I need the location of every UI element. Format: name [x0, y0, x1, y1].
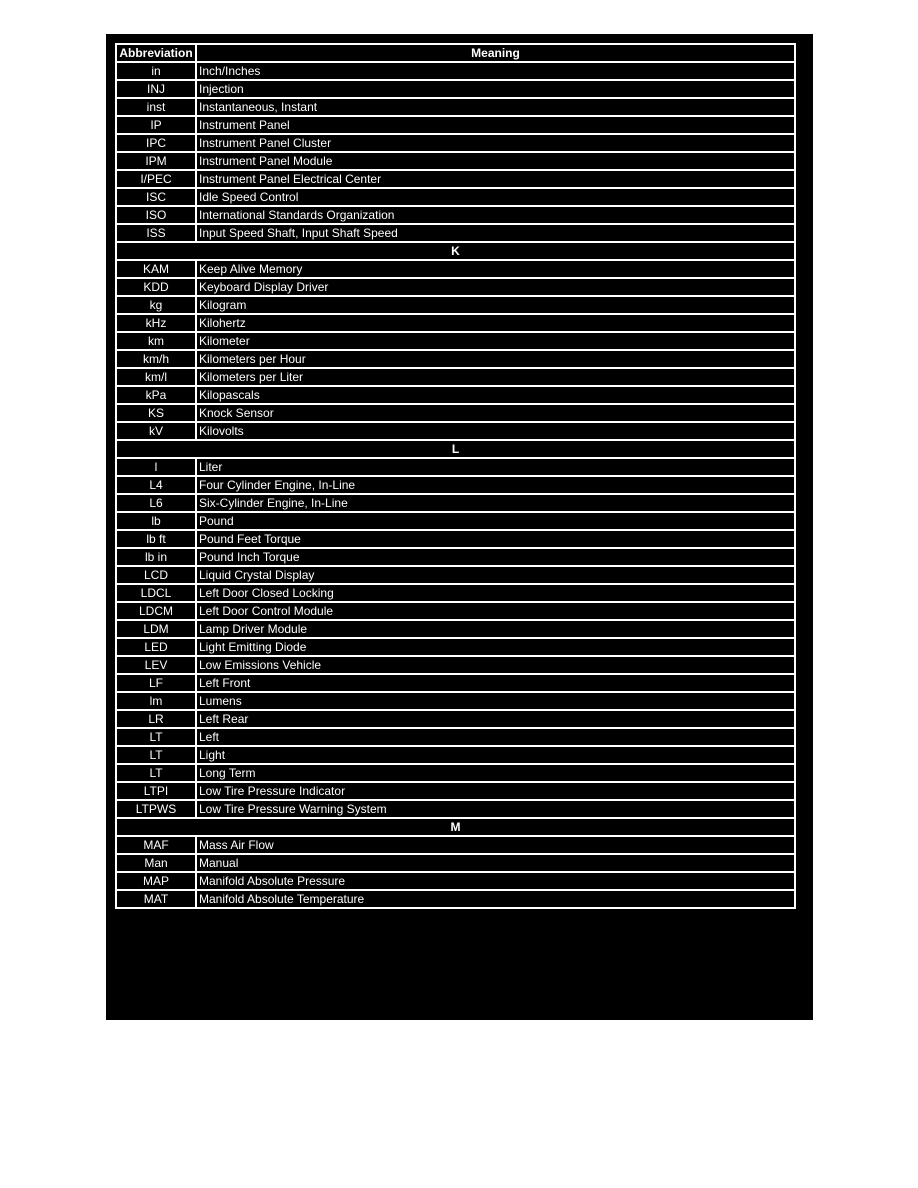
table-row [116, 386, 795, 404]
table-row [116, 746, 795, 764]
meaning-cell: Long Term [196, 764, 795, 782]
table-row [116, 566, 795, 584]
meaning-cell: Kilometers per Liter [196, 368, 795, 386]
abbreviation-cell: kg [116, 296, 196, 314]
meaning-cell: Instrument Panel [196, 116, 795, 134]
table-row [116, 368, 795, 386]
abbreviation-cell: LTPWS [116, 800, 196, 818]
meaning-cell: Left [196, 728, 795, 746]
table-row [116, 620, 795, 638]
abbreviation-cell: lb in [116, 548, 196, 566]
table-row [116, 782, 795, 800]
meaning-cell: Liter [196, 458, 795, 476]
table-row [116, 692, 795, 710]
meaning-cell: Four Cylinder Engine, In-Line [196, 476, 795, 494]
abbreviation-cell: LT [116, 728, 196, 746]
table-row [116, 800, 795, 818]
meaning-cell: Light [196, 746, 795, 764]
table-row [116, 350, 795, 368]
table-row [116, 98, 795, 116]
abbreviation-cell: LTPI [116, 782, 196, 800]
meaning-cell: Instrument Panel Electrical Center [196, 170, 795, 188]
meaning-cell: Lamp Driver Module [196, 620, 795, 638]
table-row [116, 170, 795, 188]
meaning-cell: Kilovolts [196, 422, 795, 440]
meaning-cell: Left Door Control Module [196, 602, 795, 620]
meaning-cell: Injection [196, 80, 795, 98]
section-row [116, 818, 795, 836]
table-row [116, 332, 795, 350]
table-row [116, 224, 795, 242]
meaning-cell: Six-Cylinder Engine, In-Line [196, 494, 795, 512]
table-row [116, 548, 795, 566]
table-row [116, 512, 795, 530]
meaning-cell: Kilopascals [196, 386, 795, 404]
meaning-cell: Left Door Closed Locking [196, 584, 795, 602]
table-row [116, 656, 795, 674]
meaning-cell: Knock Sensor [196, 404, 795, 422]
abbreviation-cell: kHz [116, 314, 196, 332]
meaning-cell: Mass Air Flow [196, 836, 795, 854]
table-row [116, 890, 795, 908]
meaning-cell: Instantaneous, Instant [196, 98, 795, 116]
meaning-cell: Kilometer [196, 332, 795, 350]
abbreviation-cell: LR [116, 710, 196, 728]
table-row [116, 152, 795, 170]
meaning-cell: Instrument Panel Module [196, 152, 795, 170]
section-letter: K [116, 242, 795, 260]
abbreviation-cell: IPC [116, 134, 196, 152]
meaning-cell: Manual [196, 854, 795, 872]
document-frame [106, 34, 813, 1020]
meaning-cell: Pound [196, 512, 795, 530]
abbreviation-cell: lb ft [116, 530, 196, 548]
section-row [116, 440, 795, 458]
meaning-cell: Light Emitting Diode [196, 638, 795, 656]
abbreviation-cell: INJ [116, 80, 196, 98]
meaning-cell: Manifold Absolute Temperature [196, 890, 795, 908]
meaning-cell: Input Speed Shaft, Input Shaft Speed [196, 224, 795, 242]
section-letter: M [116, 818, 795, 836]
table-row [116, 872, 795, 890]
meaning-cell: Instrument Panel Cluster [196, 134, 795, 152]
abbreviation-cell: MAP [116, 872, 196, 890]
abbreviation-cell: lm [116, 692, 196, 710]
table-row [116, 674, 795, 692]
meaning-cell: Keyboard Display Driver [196, 278, 795, 296]
abbreviation-cell: lb [116, 512, 196, 530]
abbreviation-cell: kPa [116, 386, 196, 404]
abbreviation-cell: in [116, 62, 196, 80]
meaning-cell: Inch/Inches [196, 62, 795, 80]
abbreviation-cell: ISS [116, 224, 196, 242]
abbreviation-cell: km [116, 332, 196, 350]
abbreviation-cell: IPM [116, 152, 196, 170]
meaning-cell: Pound Inch Torque [196, 548, 795, 566]
abbreviation-cell: LF [116, 674, 196, 692]
meaning-cell: Lumens [196, 692, 795, 710]
abbreviation-cell: LT [116, 746, 196, 764]
meaning-cell: Kilohertz [196, 314, 795, 332]
abbreviation-cell: KDD [116, 278, 196, 296]
table-row [116, 494, 795, 512]
abbreviation-cell: km/h [116, 350, 196, 368]
table-row [116, 728, 795, 746]
abbreviation-column-header: Abbreviation [116, 44, 196, 62]
meaning-cell: Left Front [196, 674, 795, 692]
abbreviation-cell: KAM [116, 260, 196, 278]
table-header-row [116, 44, 795, 62]
abbreviation-cell: LDCL [116, 584, 196, 602]
abbreviation-cell: L4 [116, 476, 196, 494]
meaning-cell: Liquid Crystal Display [196, 566, 795, 584]
meaning-cell: Keep Alive Memory [196, 260, 795, 278]
abbreviation-cell: km/l [116, 368, 196, 386]
abbreviation-cell: Man [116, 854, 196, 872]
table-row [116, 62, 795, 80]
table-row [116, 260, 795, 278]
table-row [116, 602, 795, 620]
meaning-cell: Kilometers per Hour [196, 350, 795, 368]
table-row [116, 710, 795, 728]
table-row [116, 854, 795, 872]
abbreviation-cell: LCD [116, 566, 196, 584]
meaning-cell: Pound Feet Torque [196, 530, 795, 548]
meaning-cell: Low Tire Pressure Indicator [196, 782, 795, 800]
table-row [116, 638, 795, 656]
abbreviation-cell: ISO [116, 206, 196, 224]
abbreviation-cell: l [116, 458, 196, 476]
abbreviation-cell: ISC [116, 188, 196, 206]
abbreviation-cell: inst [116, 98, 196, 116]
meaning-cell: Kilogram [196, 296, 795, 314]
abbreviation-cell: I/PEC [116, 170, 196, 188]
meaning-cell: Low Tire Pressure Warning System [196, 800, 795, 818]
abbreviation-cell: kV [116, 422, 196, 440]
table-row [116, 422, 795, 440]
table-row [116, 530, 795, 548]
table-row [116, 278, 795, 296]
section-row [116, 242, 795, 260]
table-row [116, 134, 795, 152]
abbreviation-cell: MAT [116, 890, 196, 908]
meaning-column-header: Meaning [196, 44, 795, 62]
table-row [116, 764, 795, 782]
abbreviation-cell: LT [116, 764, 196, 782]
meaning-cell: International Standards Organization [196, 206, 795, 224]
table-row [116, 206, 795, 224]
table-row [116, 188, 795, 206]
abbreviation-cell: LEV [116, 656, 196, 674]
table-row [116, 296, 795, 314]
table-row [116, 836, 795, 854]
section-letter: L [116, 440, 795, 458]
table-row [116, 458, 795, 476]
table-row [116, 404, 795, 422]
meaning-cell: Idle Speed Control [196, 188, 795, 206]
meaning-cell: Left Rear [196, 710, 795, 728]
abbreviation-cell: IP [116, 116, 196, 134]
abbreviation-cell: LDCM [116, 602, 196, 620]
abbreviation-table [115, 43, 796, 909]
meaning-cell: Manifold Absolute Pressure [196, 872, 795, 890]
table-body [116, 62, 795, 908]
meaning-cell: Low Emissions Vehicle [196, 656, 795, 674]
table-row [116, 80, 795, 98]
abbreviation-cell: LED [116, 638, 196, 656]
abbreviation-cell: L6 [116, 494, 196, 512]
abbreviation-cell: MAF [116, 836, 196, 854]
table-row [116, 314, 795, 332]
table-row [116, 584, 795, 602]
table-row [116, 476, 795, 494]
abbreviation-cell: KS [116, 404, 196, 422]
abbreviation-cell: LDM [116, 620, 196, 638]
table-row [116, 116, 795, 134]
